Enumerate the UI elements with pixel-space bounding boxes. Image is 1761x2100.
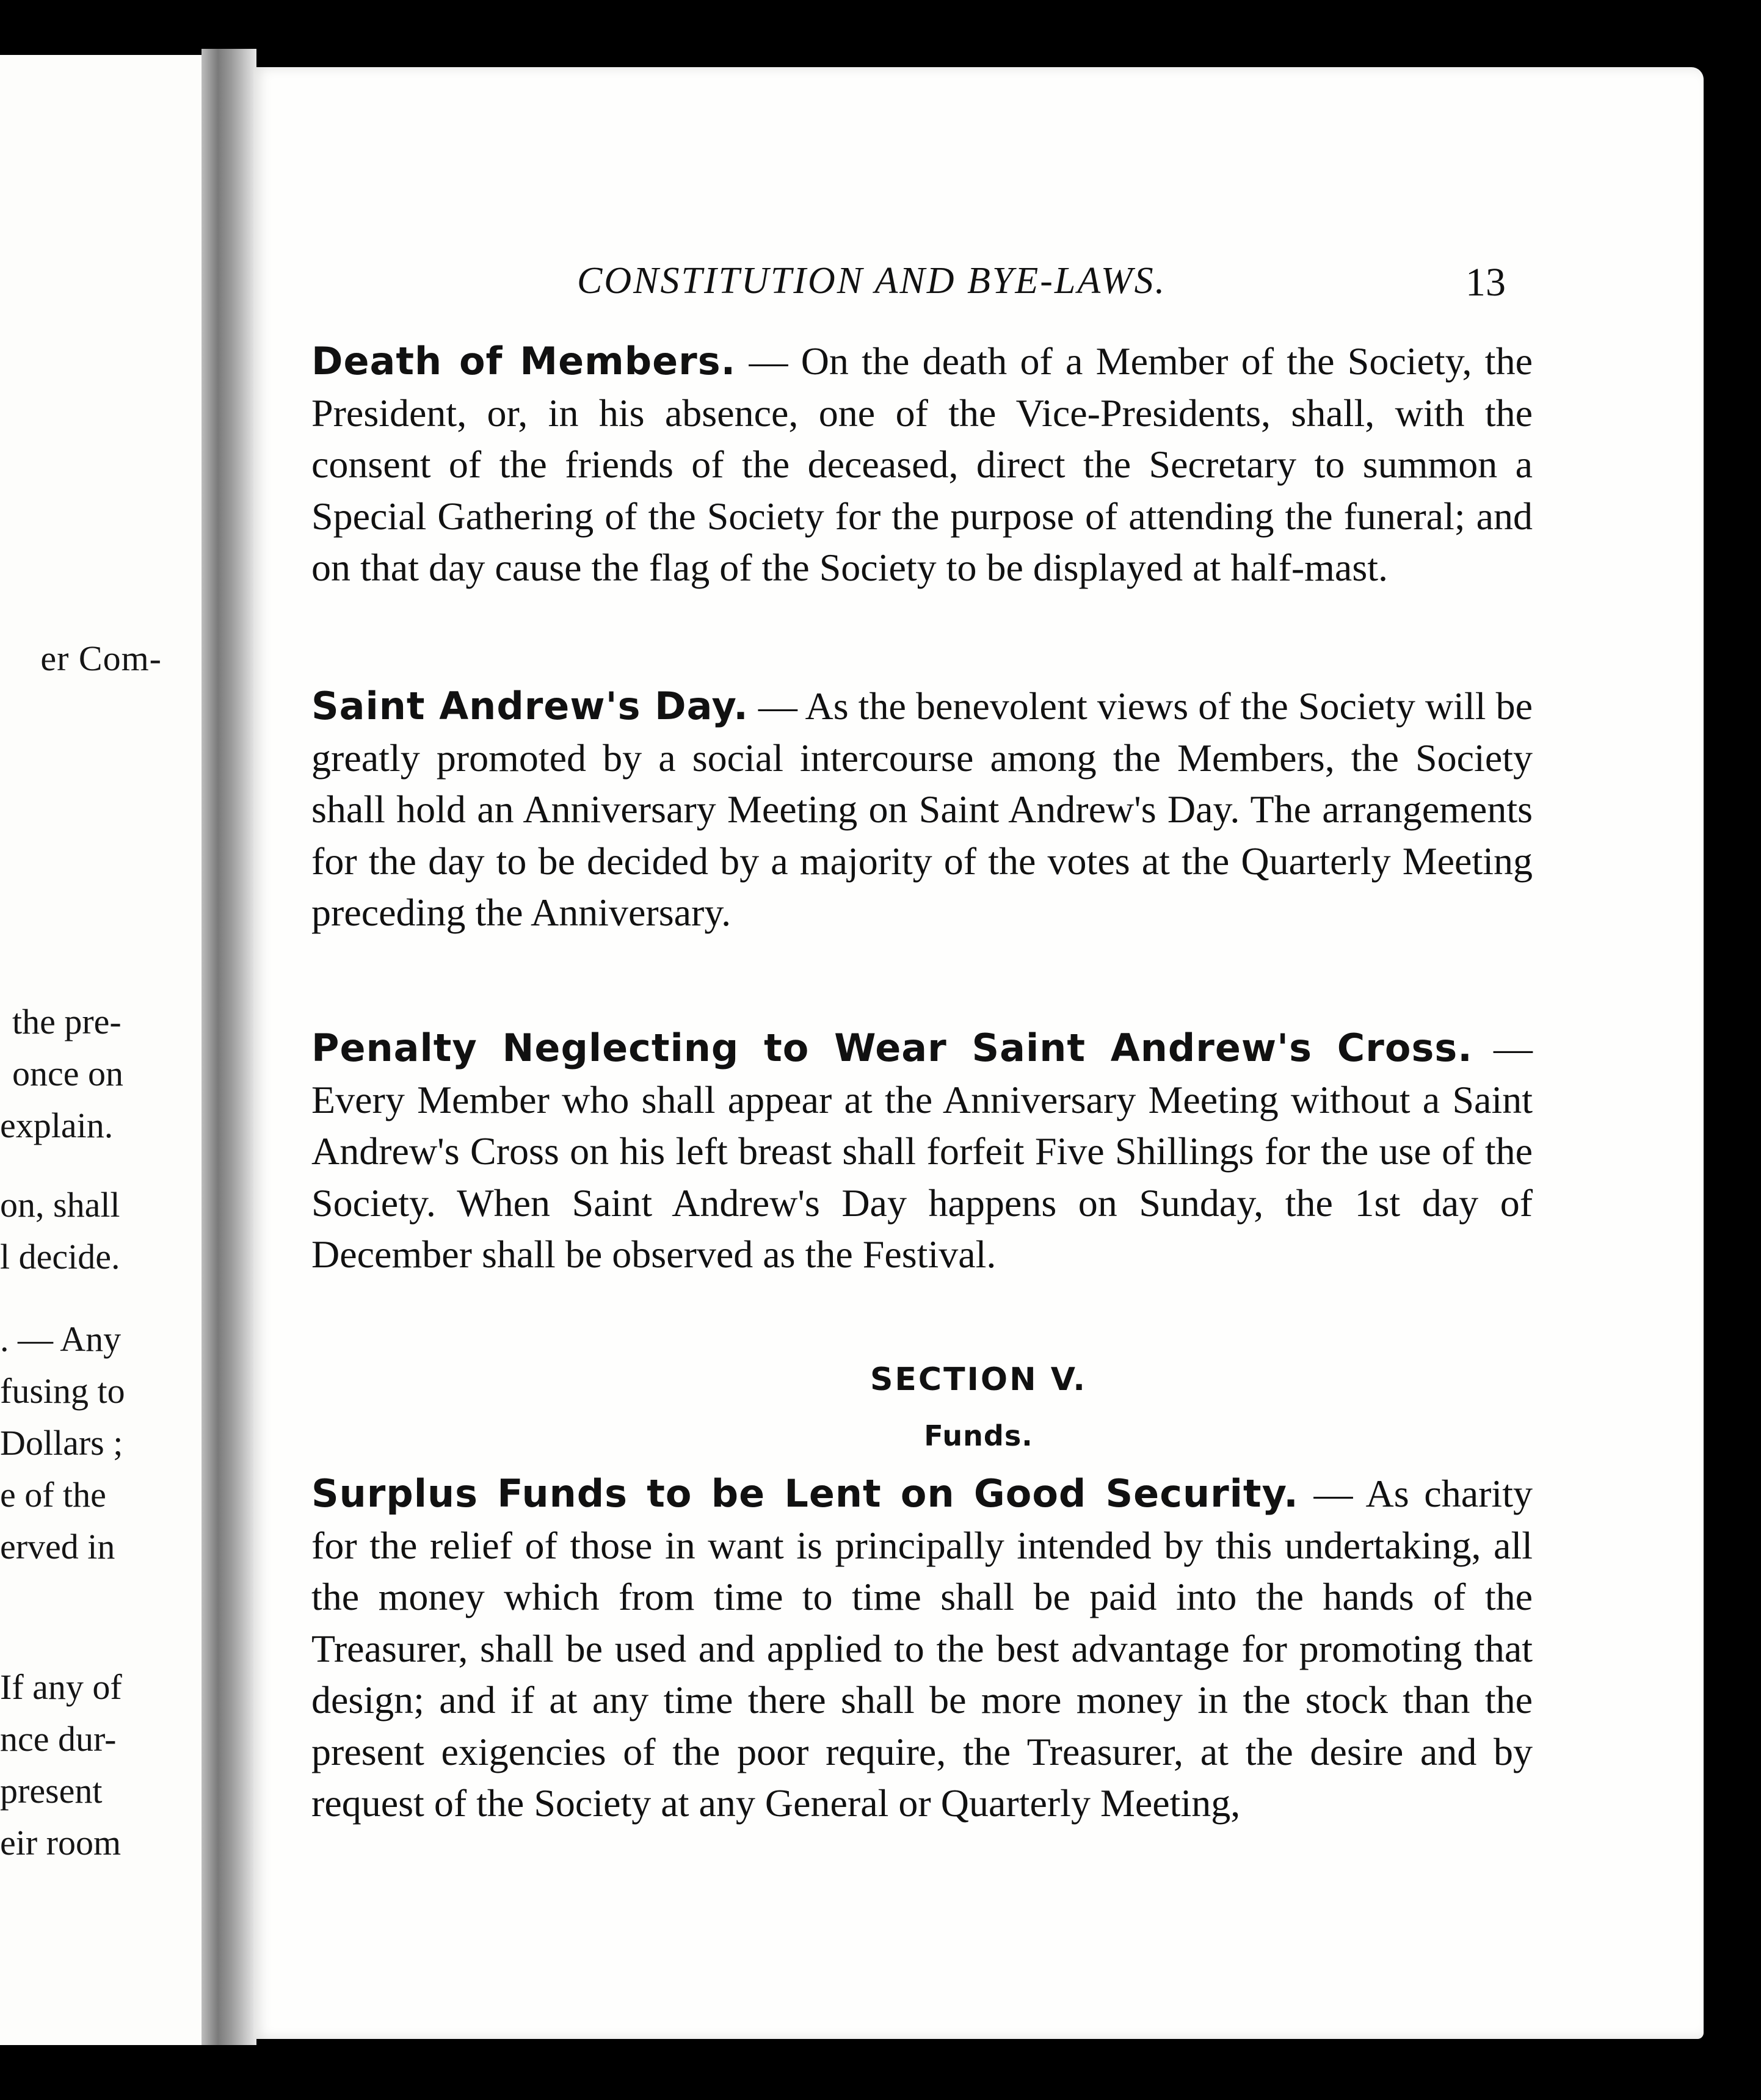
running-head: CONSTITUTION AND BYE-LAWS. xyxy=(577,260,1167,302)
paragraph-body: — Every Member who shall appear at the Anniversary Meeting without a Saint Andrew's Cross on his left breast shall forfeit Five Shillings for the use of the Society. When Saint Andrew's Day happens on Sunday, the 1st day of December shall be observed as the Festival. xyxy=(311,1026,1533,1276)
left-page-line: once on xyxy=(12,1054,123,1093)
section-title: SECTION V. xyxy=(870,1361,1087,1398)
paragraph-saint-andrews-day xyxy=(311,681,1533,939)
paragraph-penalty-cross xyxy=(311,1023,1533,1281)
paragraph-heading: Saint Andrew's Day. xyxy=(311,684,749,728)
left-page-line: nce dur- xyxy=(0,1719,117,1759)
paragraph-body: — As charity for the relief of those in want is principally intended by this undertaking, all the money which from time to time shall be paid into the hands of the Treasurer, shall be used and applied to the best advantage for promoting that design; and if at any time there shall be more money in the stock than the present exigencies of the poor require, the Treasurer, at the desire and by request of the Society at any General or Quarterly Meeting, xyxy=(311,1472,1533,1825)
left-page-line: Dollars ; xyxy=(0,1423,123,1463)
paragraph-heading: Death of Members. xyxy=(311,339,736,383)
left-page-line: If any of xyxy=(0,1667,122,1707)
section-subtitle: Funds. xyxy=(924,1419,1033,1452)
left-facing-page xyxy=(0,55,232,2045)
left-page-line: fusing to xyxy=(0,1371,125,1411)
paragraph-heading: Penalty Neglecting to Wear Saint Andrew's Cross. xyxy=(311,1026,1473,1070)
left-page-line: l decide. xyxy=(0,1237,120,1276)
left-page-line: erved in xyxy=(0,1527,115,1566)
paragraph-surplus-funds xyxy=(311,1468,1533,1830)
paragraph-death-of-members xyxy=(311,336,1533,594)
right-page xyxy=(253,67,1704,2039)
left-page-line: present xyxy=(0,1771,103,1811)
left-page-line: . — Any xyxy=(0,1319,122,1359)
left-page-line: explain. xyxy=(0,1106,114,1145)
left-page-line: eir room xyxy=(0,1823,122,1863)
paragraph-body: — As the benevolent views of the Society will be greatly promoted by a social intercourse among the Members, the Society shall hold an Anniversary Meeting on Saint Andrew's Day. The arrangements for the day to be decided by a majority of the votes at the Quarterly Meeting preceding the Anniversary. xyxy=(311,684,1533,934)
left-page-line: er Com- xyxy=(40,639,162,678)
left-page-line: the pre- xyxy=(12,1002,122,1041)
book-gutter xyxy=(202,49,256,2045)
left-page-line: e of the xyxy=(0,1475,106,1515)
paragraph-body: — On the death of a Member of the Society, the President, or, in his absence, one of the Vice-Presidents, shall, with the consent of the friends of the deceased, direct the Secretary to summon a Special Gathering of the Society for the purpose of attending the funeral; and on that day cause the flag of the Society to be displayed at half-mast. xyxy=(311,339,1533,589)
paragraph-heading: Surplus Funds to be Lent on Good Security. xyxy=(311,1471,1299,1516)
page-number: 13 xyxy=(1465,260,1506,305)
left-page-line: on, shall xyxy=(0,1185,120,1225)
